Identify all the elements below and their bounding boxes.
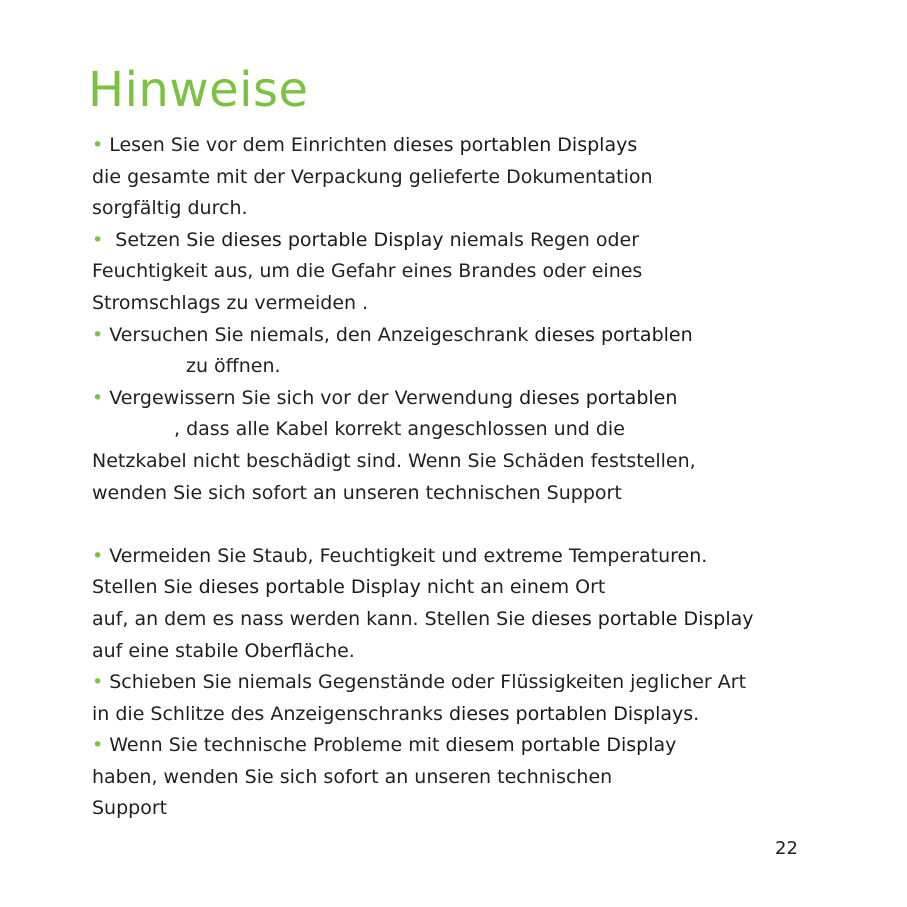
text-run: wenden Sie sich sofort an unseren technischen Support — [92, 481, 622, 504]
text-run: Setzen Sie — [109, 228, 222, 251]
list-item-line — [92, 541, 852, 573]
list-item-line — [92, 446, 852, 478]
text-run: Versuchen Sie niemals, den Anzeigeschrank — [109, 323, 535, 346]
text-run: haben, wenden Sie sich sofort an unseren technischen — [92, 765, 613, 788]
product-name: dieses portable Display — [531, 607, 754, 630]
list-item-line — [92, 730, 852, 762]
list-item-line — [92, 130, 852, 162]
list-item-line — [92, 162, 852, 194]
text-run: in die Schlitze des Anzeigenschranks — [92, 702, 449, 725]
product-name: dieses portablen Displays — [393, 134, 638, 156]
list-item-line — [92, 667, 852, 699]
text-run: auf eine stabile Oberfläche. — [92, 639, 355, 662]
bullet-icon: • — [92, 228, 104, 251]
list-item-line — [92, 636, 852, 668]
list-item-line — [92, 288, 852, 320]
list-item-line — [92, 478, 852, 510]
page-title: Hinweise — [88, 62, 309, 118]
product-name: dieses portable Display — [221, 228, 444, 251]
bullet-icon: • — [92, 734, 104, 757]
text-run: Stellen Sie — [92, 576, 199, 599]
notes-list — [92, 130, 852, 825]
text-run: , dass alle Kabel korrekt angeschlossen und die — [174, 418, 625, 441]
list-item-line — [92, 225, 852, 257]
list-item-line — [92, 256, 852, 288]
list-item-line — [92, 699, 852, 731]
product-name: dieses portable Display — [198, 576, 421, 599]
list-item-line — [92, 383, 852, 415]
list-item-line — [92, 762, 852, 794]
product-name: diesem portable Display — [445, 734, 677, 757]
text-run: Vermeiden Sie Staub, Feuchtigkeit und extreme Temperaturen. — [109, 544, 708, 567]
text-run: Vergewissern Sie sich vor der Verwendung — [109, 386, 520, 409]
bullet-icon: • — [92, 386, 104, 409]
list-item-line — [92, 414, 852, 446]
list-item-line — [92, 604, 852, 636]
text-run: auf, an dem es nass werden kann. Stellen Sie — [92, 607, 532, 630]
product-name: dieses portablen Displays. — [448, 702, 700, 725]
text-run: Lesen Sie vor dem Einrichten — [109, 134, 394, 156]
product-name: dieses portablen — [534, 323, 693, 346]
text-run: Netzkabel nicht beschädigt sind. Wenn Sie Schäden feststellen, — [92, 449, 696, 472]
text-run: Wenn Sie technische Probleme mit — [109, 734, 446, 757]
bullet-icon: • — [92, 671, 104, 694]
spacer — [92, 509, 852, 541]
text-run: Schieben Sie niemals Gegenstände oder Flüssigkeiten jeglicher Art — [109, 671, 747, 694]
page-number: 22 — [775, 838, 798, 859]
text-run: Stromschlags zu vermeiden . — [92, 291, 369, 314]
text-run: niemals Regen oder — [443, 228, 640, 251]
list-item-line — [92, 351, 852, 383]
list-item-line — [92, 193, 852, 225]
bullet-icon: • — [92, 544, 104, 567]
bullet-icon: • — [92, 323, 104, 346]
text-run: Support — [92, 797, 168, 820]
text-run: nicht an einem Ort — [420, 576, 606, 599]
text-run: die gesamte mit der Verpackung gelieferte Dokumentation — [92, 165, 653, 188]
list-item-line — [92, 320, 852, 352]
text-run: sorgfältig durch. — [92, 197, 248, 220]
product-name: dieses portablen — [519, 386, 678, 409]
list-item-line — [92, 572, 852, 604]
text-run: zu öffnen. — [186, 355, 281, 378]
bullet-icon: • — [92, 134, 104, 156]
text-run: Feuchtigkeit aus, um die Gefahr eines Brandes oder eines — [92, 260, 643, 283]
list-item-line — [92, 793, 852, 825]
